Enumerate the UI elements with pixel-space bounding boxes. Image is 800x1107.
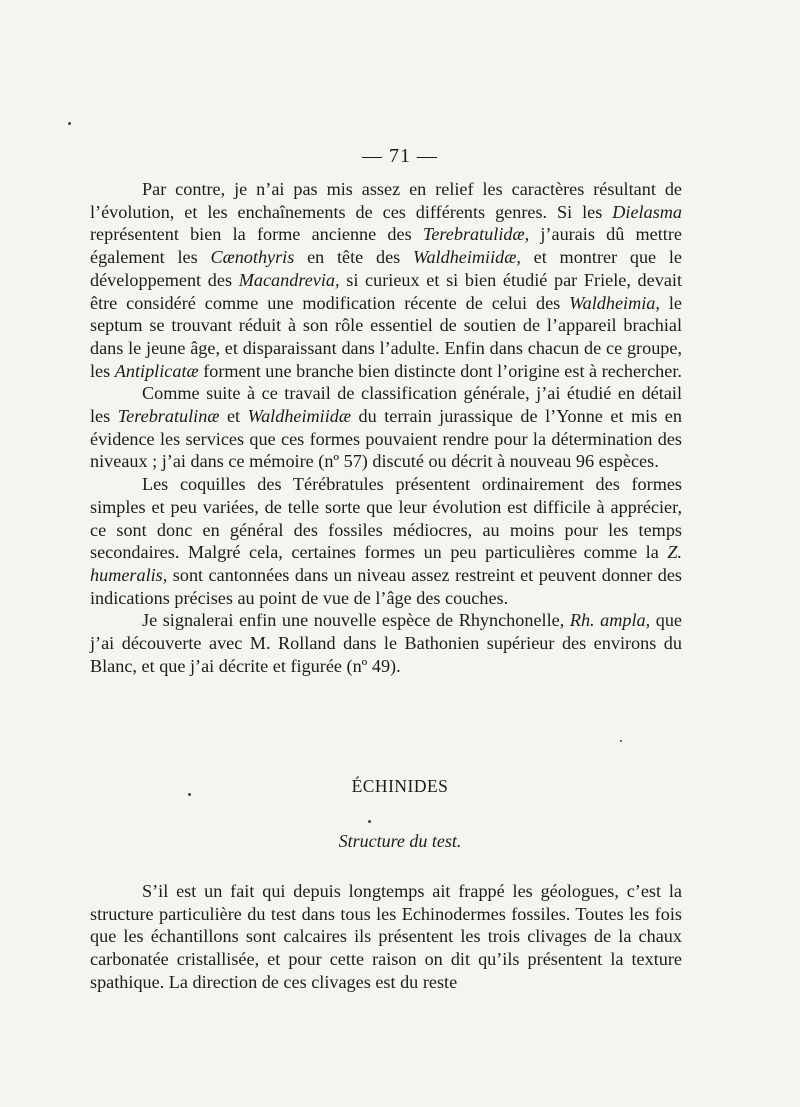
text-run: forment une branche bien distincte dont l’origine est à rechercher. (198, 360, 682, 381)
subsection-heading: Structure du test. (338, 831, 462, 851)
print-speck (620, 740, 622, 742)
text-run: en tête des (294, 247, 413, 268)
section-heading: ÉCHINIDES (351, 776, 449, 796)
text-run: sont cantonnées dans un niveau assez restreint et peuvent donner des indications précises au point de vue de l’âge des couches. (90, 564, 682, 608)
text-run: S’il est un fait qui depuis longtemps ait frappé les géologues, c’est la structure particulière du test dans tous les Echinodermes fossiles. Toutes les fois que les échantillons sont calcaires ils présentent les trois clivages de la chaux carbonatée cristallisée, et pour cette raison on dit qu’ils présentent la texture spathique. La direction de ces clivages est du reste (90, 881, 682, 992)
text-run: Je signalerai enfin une nouvelle espèce de Rhynchonelle, (142, 610, 570, 631)
italic-term: Antiplicatæ (114, 360, 199, 381)
italic-term: Waldheimiidæ (247, 406, 352, 427)
italic-term: Macandrevia, (238, 269, 340, 290)
paragraph (90, 382, 682, 473)
italic-term: Dielasma (612, 201, 682, 222)
text-run: et (219, 406, 248, 427)
text-run: Comme suite à ce travail de classification générale, j’ai étudié en détail les (90, 383, 682, 427)
print-speck (368, 820, 371, 823)
paragraph (90, 473, 682, 609)
text-run: et montrer que le développement des (90, 247, 683, 290)
print-speck (68, 122, 71, 125)
text-run: que j’ai découverte avec M. Rolland dans le Bathonien supérieur des environs du Blanc, et que j’ai décrite et figurée (nº 49). (90, 610, 682, 676)
paragraph (90, 609, 682, 677)
page-number: — 71 — (362, 145, 438, 167)
text-run: j’aurais dû mettre également les (90, 224, 682, 268)
section-text-block (90, 880, 682, 994)
intro-text-block (90, 178, 682, 677)
text-run: Par contre, je n’ai pas mis assez en relief les caractères résultant de l’évolution, et les enchaînements de ces différents genres. Si les (90, 179, 682, 222)
text-run: le septum se trouvant réduit à son rôle essentiel de soutien de l’appareil brachial dans le jeune âge, et disparaissant dans l’adulte. Enfin dans chacun de ce groupe, les (90, 292, 682, 381)
text-run: représentent bien la forme ancienne des (90, 224, 423, 245)
text-run: si curieux et si bien étudié par Friele, devait être considéré comme une modification récente de celui des (90, 269, 682, 313)
text-run: Les coquilles des Térébratules présentent ordinairement des formes simples et peu variées, de telle sorte que leur évolution est difficile à apprécier, ce sont donc en général des fossiles médiocres, au moins pour les temps secondaires. Malgré cela, certaines formes un peu particulières comme la (90, 474, 682, 563)
italic-term: Z. humeralis, (90, 542, 682, 585)
italic-term: Waldheimiidæ, (412, 247, 521, 268)
italic-term: Terebratulidæ, (422, 224, 530, 245)
text-run: du terrain jurassique de l’Yonne et mis en évidence les services que ces formes pouvaient rendre pour la détermination des niveaux ; j’ai dans ce mémoire (nº 57) discuté ou décrit à nouveau 96 espèces. (90, 406, 682, 472)
italic-term: Cænothyris (210, 247, 295, 268)
paragraph (90, 178, 682, 382)
italic-term: Rh. ampla, (569, 610, 651, 631)
print-speck (188, 793, 191, 796)
paragraph (90, 880, 682, 994)
italic-term: Waldheimia, (569, 292, 660, 313)
italic-term: Terebratulinæ (117, 406, 220, 427)
